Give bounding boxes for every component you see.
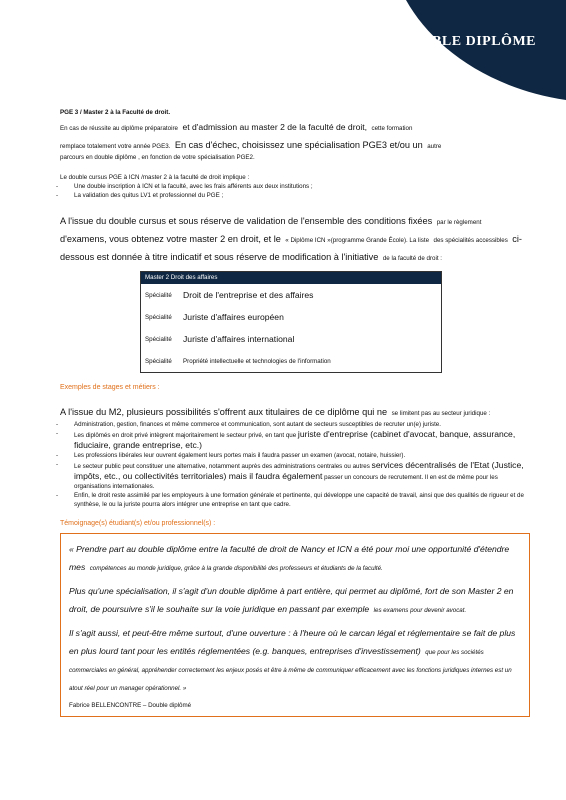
page-title: DOUBLE DIPLÔME (399, 34, 536, 49)
intro-line-3: parcours en double diplôme , en fonction de votre spécialisation PGE2. (60, 154, 255, 161)
examples-list (60, 420, 530, 509)
item-text-2: passer un concours de recrutement. Il en est de même pour les organisations internationales. (74, 474, 498, 490)
intro-line1-small-end: cette formation (371, 125, 413, 132)
testimony-paragraph-3 (69, 623, 521, 695)
testimony-p2-big: Plus qu'une spécialisation, il s'agit d'un double diplôme à part entière, qui permet au diplômé, fort de son Master 2 en droit, de poursuivre s'il le souhaite sur la voie juridique en passant par exemple (69, 586, 514, 614)
table-row (141, 284, 441, 306)
cursus-list (60, 182, 530, 200)
table-row (141, 350, 441, 372)
intro-line1-small: En cas de réussite au diplôme préparatoire (60, 125, 178, 132)
testimony-p3-small: que pour les sociétés commerciales en général, appréhender correctement les enjeux posés et être à même de communiquer efficacement avec les fonctions juridiques internes est un atout réel pour un manager opérationnel. » (69, 649, 512, 692)
row-value: Juriste d'affaires international (183, 334, 295, 344)
table-header: Master 2 Droit des affaires (141, 272, 441, 284)
header-banner (336, 0, 566, 110)
testimony-p2-small: les examens pour devenir avocat. (373, 607, 467, 614)
item-text: Administration, gestion, finances et même commerce et communication, sont autant de secteurs susceptibles de recruter un(e) juriste. (74, 421, 441, 428)
item-text: Les professions libérales leur ouvrent également leurs portes mais il faudra passer un examen (avocat, notaire, huissier). (74, 452, 406, 459)
row-key: Spécialité (145, 335, 172, 343)
item-text: Enfin, le droit reste assimilé par les employeurs à une formation générale et pertinente, qui développe une capacité de travail, ainsi que des qualités de rigueur et de synthèse, le ou la juriste pourra alors intégrer une entreprise en tant que cadre. (74, 492, 524, 508)
item-text: Le secteur public peut constituer une alternative, notamment auprès des administrations centrales ou autres (74, 463, 370, 470)
table-row (141, 306, 441, 328)
cursus-item: - Une double inscription à ICN et la faculté, avec les frais afférents aux deux institutions ; (60, 182, 530, 191)
testimony-signature: Fabrice BELLENCONTRE – Double diplômé (69, 702, 192, 709)
row-key: Spécialité (145, 291, 172, 299)
row-value: Propriété intellectuelle et technologies de l'information (183, 357, 331, 365)
testimony-p3-big: Il s'agit aussi, et peut-être même surtout, d'une ouverture : à l'heure où le carcan légal et réglementaire se fait de plus en plus lourd tant pour les entités réglementées (e.g. banques, entreprises d'investissement) (69, 628, 516, 656)
intro-line-1 (60, 117, 530, 135)
intro-heading: PGE 3 / Master 2 à la Faculté de droit. (60, 109, 171, 116)
issue-small-2: « Diplôme ICN »(programme Grande École). La liste (285, 237, 430, 244)
table-row (141, 328, 441, 350)
testimony-paragraph-1 (69, 539, 521, 575)
list-item (60, 451, 530, 460)
item-text-big: services décentralisés de l'Etat (Justice, impôts, etc., ou collectivités territoriales) mais il faudra également (74, 460, 524, 481)
specialties-table (140, 271, 442, 373)
row-key: Spécialité (145, 357, 172, 365)
testimony-title: Témoignage(s) étudiant(s) et/ou professionnel(s) : (60, 520, 216, 527)
examples-intro-big: A l'issue du M2, plusieurs possibilités s'offrent aux titulaires de ce diplôme qui ne (60, 407, 388, 417)
row-key: Spécialité (145, 313, 172, 321)
testimony-box (60, 533, 530, 717)
issue-big-1: A l'issue du double cursus et sous réserve de validation de l'ensemble des conditions fixées (60, 216, 433, 226)
intro-line1-big: et d'admission au master 2 de la faculté de droit, (182, 122, 368, 132)
list-item (60, 420, 530, 429)
row-value: Juriste d'affaires européen (183, 312, 284, 322)
issue-big-2: d'examens, vous obtenez votre master 2 en droit, et le (60, 234, 281, 244)
intro-line2-big: En cas d'échec, choisissez une spécialisation PGE3 et/ou un (174, 140, 423, 150)
list-item (60, 460, 530, 491)
list-item (60, 429, 530, 451)
examples-intro-small: se limitent pas au secteur juridique : (391, 410, 491, 417)
examples-intro (60, 402, 530, 420)
cursus-line: Le double cursus PGE à ICN /master 2 à la faculté de droit implique : (60, 174, 250, 181)
issue-big-3: ci-dessous est donnée à titre indicatif et sous réserve de modification à l'initiative (60, 234, 522, 262)
issue-small-3: des spécialités accessibles (433, 237, 508, 244)
navy-blob-shape (336, 0, 566, 110)
examples-title: Exemples de stages et métiers : (60, 384, 160, 391)
row-value: Droit de l'entreprise et des affaires (183, 290, 314, 300)
item-text: Les diplômés en droit privé intègrent majoritairement le secteur privé, en tant que (74, 432, 297, 439)
intro-line-2 (60, 135, 530, 153)
issue-small-1: par le règlement (436, 219, 482, 226)
intro-line2-small: remplace totalement votre année PGE3. (60, 143, 171, 150)
cursus-item: - La validation des quitus LV1 et professionnel du PGE ; (60, 191, 530, 200)
list-item (60, 491, 530, 509)
intro-line2-small-end: autre (427, 143, 442, 150)
testimony-paragraph-2 (69, 581, 521, 617)
testimony-p1-big: « Prendre part au double diplôme entre la faculté de droit de Nancy et ICN a été pour moi une opportunité d'étendre mes (69, 544, 510, 572)
issue-small-4: de la faculté de droit : (382, 255, 443, 262)
testimony-p1-small: compétences au monde juridique, grâce à la grande disponibilité des professeurs et étudiants de la faculté. (89, 565, 383, 572)
main-content (60, 108, 530, 717)
item-text-big: juriste d'entreprise (cabinet d'avocat, banque, assurance, fiduciaire, grande entreprise, etc.) (74, 429, 516, 450)
issue-paragraph (60, 211, 530, 265)
